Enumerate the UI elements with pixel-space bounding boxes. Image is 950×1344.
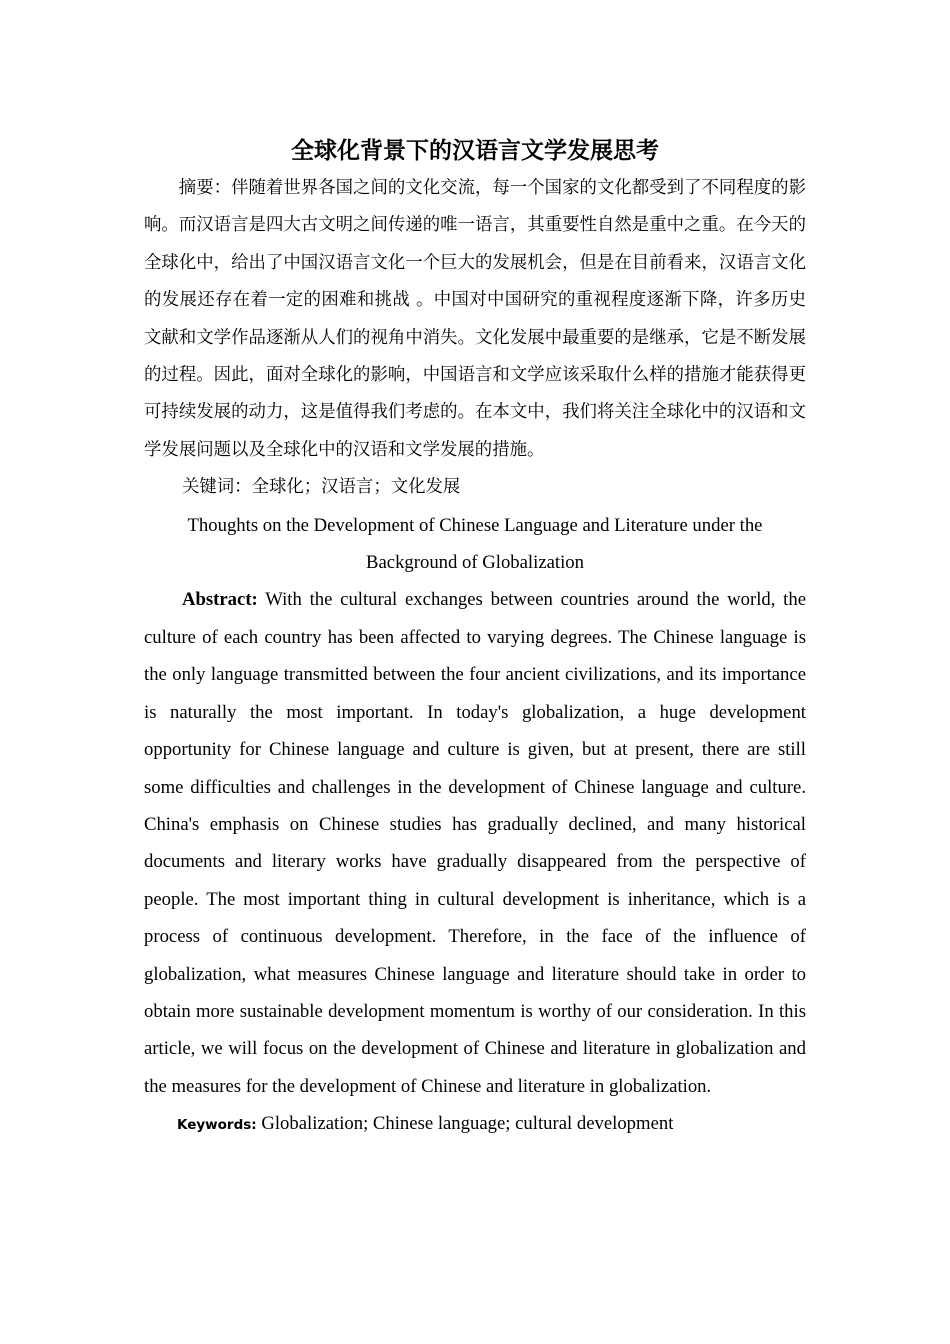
english-title xyxy=(144,507,806,582)
english-keywords-label: Keywords: xyxy=(177,1117,257,1134)
english-abstract-text: With the cultural exchanges between countries around the world, the culture of each country has been affected to varying degrees. The Chinese language is the only language transmitted between the four ancient civilizations, and its importance is naturally the most important. In today's globalization, a huge development opportunity for Chinese language and culture is given, but at present, there are still some difficulties and challenges in the development of Chinese language and culture. China's emphasis on Chinese studies has gradually declined, and many historical documents and literary works have gradually disappeared from the perspective of people. The most important thing in cultural development is inheritance, which is a process of continuous development. Therefore, in the face of the influence of globalization, what measures Chinese language and literature should take in order to obtain more sustainable development momentum is worthy of our consideration. In this article, we will focus on the development of Chinese and literature in globalization and the measures for the development of Chinese and literature in globalization. xyxy=(144,589,806,1097)
chinese-abstract-label: 摘要： xyxy=(178,178,232,198)
chinese-keywords-label: 关键词： xyxy=(182,477,252,498)
english-abstract xyxy=(144,581,806,1105)
document-body xyxy=(144,132,806,1145)
chinese-title: 全球化背景下的汉语言文学发展思考 xyxy=(291,138,659,164)
english-abstract-label: Abstract: xyxy=(182,589,258,611)
english-title-line2: Background of Globalization xyxy=(366,552,584,574)
english-title-line1: Thoughts on the Development of Chinese Language and Literature under the xyxy=(187,514,763,536)
chinese-keywords-text: 全球化；汉语言；文化发展 xyxy=(251,477,461,498)
chinese-abstract xyxy=(144,170,806,469)
english-keywords-text: Globalization; Chinese language; cultural development xyxy=(256,1113,674,1135)
chinese-abstract-text: 伴随着世界各国之间的文化交流，每一个国家的文化都受到了不同程度的影响。而汉语言是四大古文明之间传递的唯一语言，其重要性自然是重中之重。在今天的全球化中，给出了中国汉语言文化一个巨大的发展机会，但是在目前看来，汉语言文化的发展还存在着一定的困难和挑战 。中国对中国研究的重视程度逐渐下降，许多历史文献和文学作品逐渐从人们的视角中消失。文化发展中最重要的是继承，它是不断发展的过程。因此，面对全球化的影响，中国语言和文学应该采取什么样的措施才能获得更可持续发展的动力，这是值得我们考虑的。在本文中，我们将关注全球化中的汉语和文学发展问题以及全球化中的汉语和文学发展的措施。 xyxy=(144,178,807,460)
chinese-keywords xyxy=(144,469,806,506)
english-keywords xyxy=(144,1105,806,1144)
